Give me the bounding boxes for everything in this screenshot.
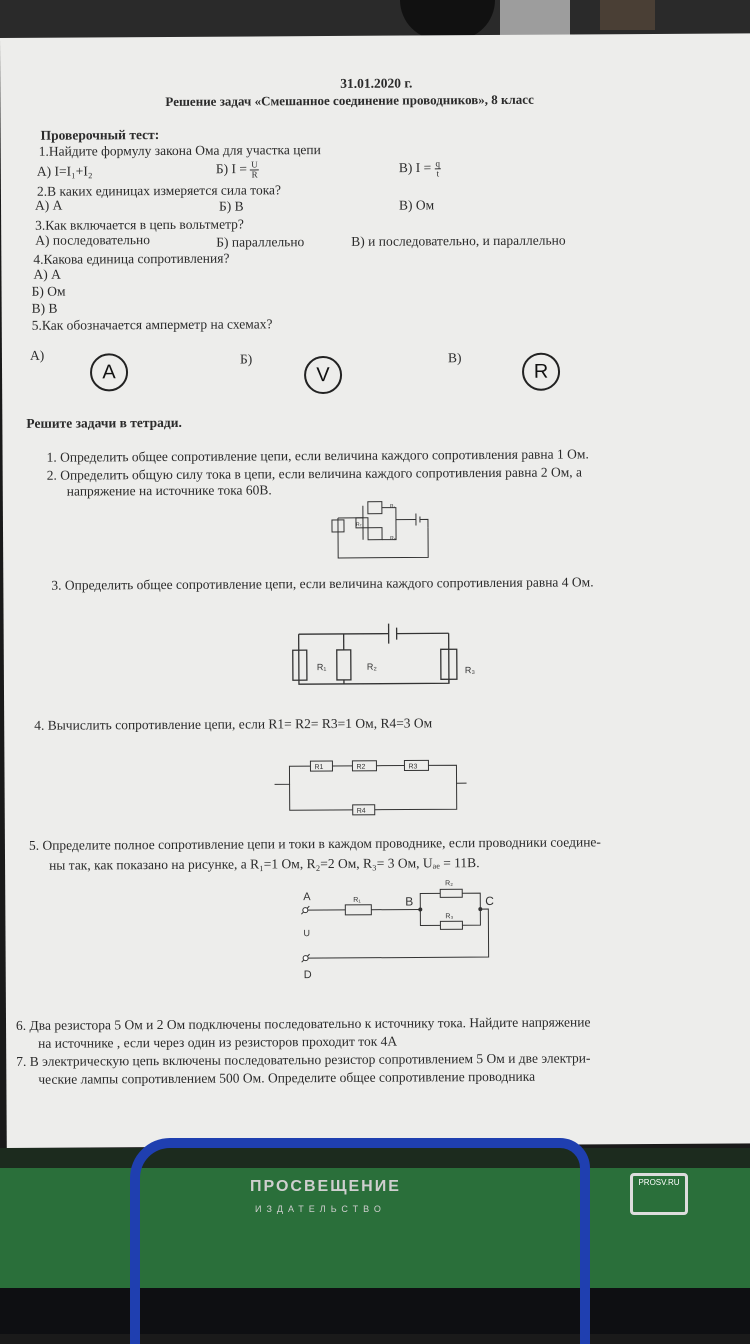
test-heading: Проверочный тест:	[41, 127, 160, 144]
tasks-heading: Решите задачи в тетради.	[26, 415, 182, 432]
fig5-label-u: U	[303, 928, 310, 938]
prosv-logo: PROSV.RU	[630, 1173, 688, 1215]
resistor-symbol-r: R	[522, 353, 560, 391]
fig5-label-r3: R₃	[445, 913, 453, 920]
q2-option-b: Б) В	[219, 199, 244, 215]
ammeter-symbol-a: A	[90, 353, 128, 391]
q1-option-c: В) I = $\frac{q}{t}$	[399, 159, 441, 178]
question-3: 3.Как включается в цепь вольтметр?	[35, 217, 244, 234]
fig5-label-d: D	[304, 969, 312, 981]
question-4: 4.Какова единица сопротивления?	[33, 251, 229, 268]
voltmeter-symbol-v: V	[304, 356, 342, 394]
task-7-line-1: 7. В электрическую цепь включены последовательно резистор сопротивлением 5 Ом и две электри-	[16, 1050, 590, 1070]
task-6-line-1: 6. Два резистора 5 Ом и 2 Ом подключены последовательно к источнику тока. Найдите напряжение	[16, 1014, 591, 1034]
circuit-diagram-task-5	[295, 885, 506, 986]
fig5-label-b: B	[405, 894, 413, 908]
task-2-line-1: 2. Определить общую силу тока в цепи, если величина каждого сопротивления равна 2 Ом, а	[47, 464, 582, 483]
paper-stand	[130, 1138, 590, 1344]
fig4-label-r4: R4	[357, 808, 366, 815]
fig3-label-r1: R₁	[317, 662, 327, 672]
circuit-diagram-task-4	[274, 753, 474, 824]
q1-option-a: А) I=I₁+I₂	[37, 163, 93, 179]
task-5-line-2: ны так, как показано на рисунке, а R₁=1 Ом, R₂=2 Ом, R₃= 3 Ом, Uₐₑ = 11В.	[49, 855, 480, 874]
background-bottom	[0, 1148, 750, 1334]
q3-option-a: А) последовательно	[35, 232, 150, 249]
fig2-label-r2: R₂	[356, 522, 362, 528]
q1-option-b: Б) I = $\frac{U}{R}$	[216, 160, 259, 179]
fig5-label-c: C	[485, 894, 494, 908]
task-2-line-2: напряжение на источнике тока 60В.	[67, 482, 272, 499]
fig5-label-a: A	[303, 891, 311, 903]
publisher-logo: ПРОСВЕЩЕНИЕ	[250, 1178, 401, 1196]
q4-option-a: А) А	[33, 267, 60, 283]
fig3-label-r3: R₃	[465, 665, 476, 675]
q5-option-c: В)	[448, 350, 462, 366]
task-6-line-2: на источнике , если через один из резисторов проходит ток 4А	[38, 1034, 397, 1052]
q2-option-a: А) А	[35, 198, 62, 214]
worksheet-title: Решение задач «Смешанное соединение проводников», 8 класс	[165, 92, 534, 110]
fig3-label-r2: R₂	[367, 662, 378, 672]
fig2-label-r1: R₁	[390, 504, 396, 510]
task-4: 4. Вычислить сопротивление цепи, если R1= R2= R3=1 Ом, R4=3 Ом	[34, 715, 432, 733]
fig4-label-r2: R2	[356, 764, 365, 771]
worksheet-date: 31.01.2020 г.	[340, 75, 412, 91]
fig4-label-r1: R1	[314, 764, 323, 771]
worksheet-paper	[0, 33, 750, 1148]
publisher-subtitle: ИЗДАТЕЛЬСТВО	[255, 1204, 386, 1214]
question-2: 2.В каких единицах измеряется сила тока?	[37, 182, 281, 199]
circuit-diagram-task-2	[328, 497, 438, 563]
question-5: 5.Как обозначается амперметр на схемах?	[32, 316, 273, 333]
circuit-diagram-task-3	[288, 605, 468, 688]
fig5-label-r2: R₂	[445, 880, 453, 887]
question-1: 1.Найдите формулу закона Ома для участка цепи	[39, 142, 321, 160]
q4-option-c: В) В	[32, 301, 58, 317]
fig4-label-r3: R3	[408, 763, 417, 770]
q2-option-c: В) Ом	[399, 197, 434, 213]
fig2-label-r3: R₃	[390, 536, 396, 542]
q5-option-b: Б)	[240, 351, 252, 367]
q3-option-c: В) и последовательно, и параллельно	[351, 233, 565, 250]
task-3: 3. Определить общее сопротивление цепи, если величина каждого сопротивления равна 4 Ом.	[51, 574, 593, 593]
task-7-line-2: ческие лампы сопротивлением 500 Ом. Определите общее сопротивление проводника	[38, 1069, 535, 1088]
q5-option-a: А)	[30, 348, 44, 364]
fig5-label-r1: R₁	[353, 897, 361, 904]
q3-option-b: Б) параллельно	[216, 234, 304, 251]
q4-option-b: Б) Ом	[32, 284, 66, 300]
background-object	[400, 0, 495, 40]
background-object	[600, 0, 655, 30]
task-5-line-1: 5. Определите полное сопротивление цепи и токи в каждом проводнике, если проводники соедине-	[29, 834, 601, 853]
task-1: 1. Определить общее сопротивление цепи, если величина каждого сопротивления равна 1 Ом.	[47, 446, 589, 465]
